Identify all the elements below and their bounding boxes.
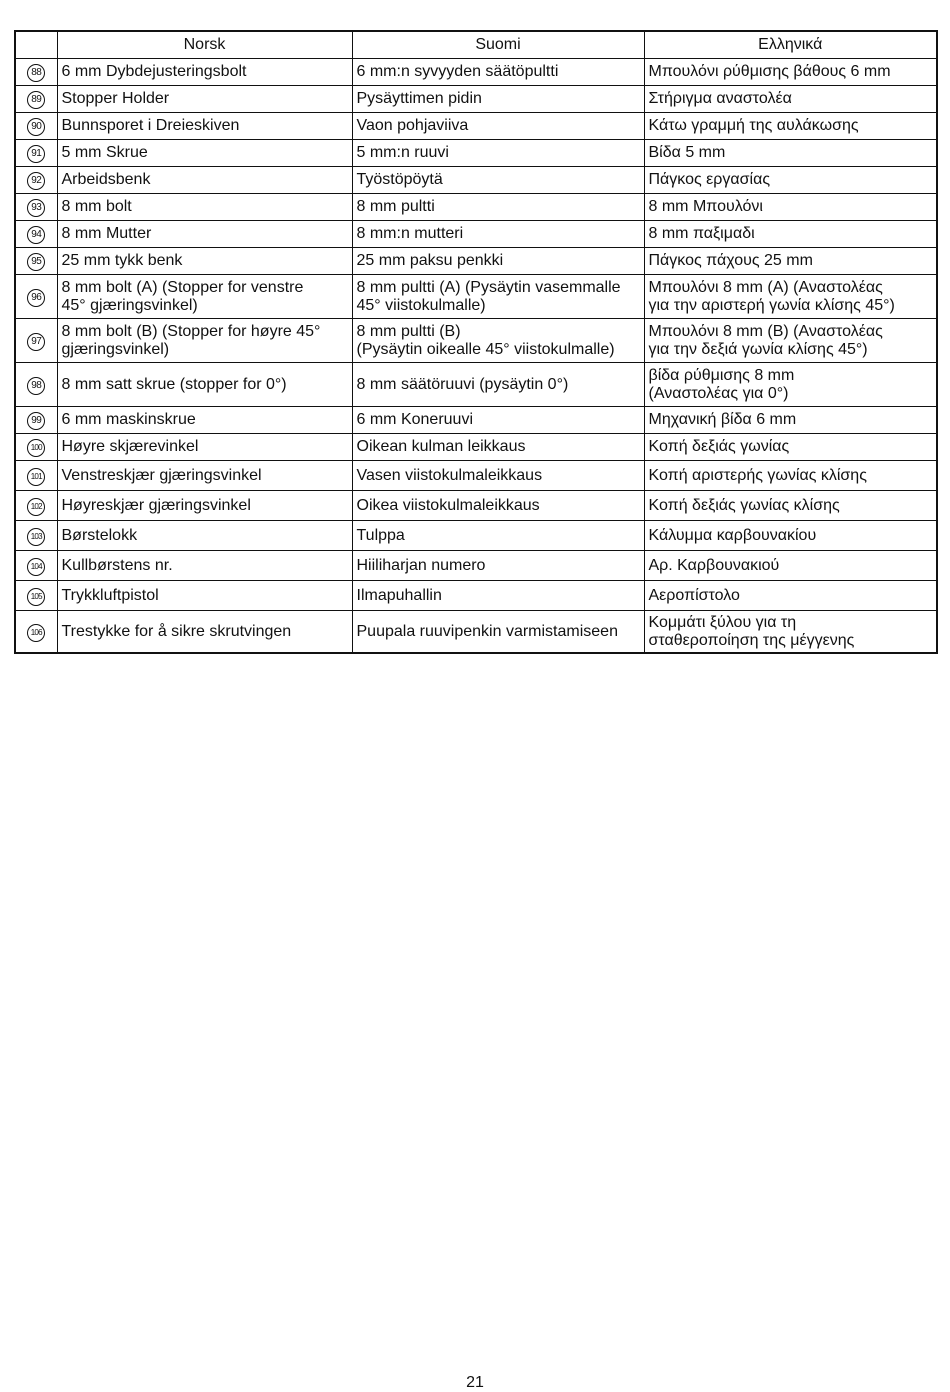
item-number-cell [15,319,57,363]
item-number: 97 [27,333,45,351]
suomi-cell: Hiiliharjan numero [352,551,644,581]
suomi-cell: 8 mm:n mutteri [352,221,644,248]
table-row [15,167,937,194]
norsk-cell: 5 mm Skrue [57,140,352,167]
item-number: 91 [27,145,45,163]
item-number-cell [15,113,57,140]
item-number: 92 [27,172,45,190]
table-row [15,521,937,551]
table-row [15,113,937,140]
item-number: 95 [27,253,45,271]
table-row [15,140,937,167]
item-number: 99 [27,412,45,430]
item-number: 104 [27,558,45,576]
ellinika-cell: Αεροπίστολο [644,581,937,611]
ellinika-cell: Μπουλόνι 8 mm (B) (Αναστολέας για την δεξιά γωνία κλίσης 45°) [644,319,937,363]
item-number: 106 [27,624,45,642]
table-row [15,491,937,521]
suomi-cell: 5 mm:n ruuvi [352,140,644,167]
norsk-cell: 6 mm Dybdejusteringsbolt [57,59,352,86]
item-number-cell [15,434,57,461]
item-number-cell [15,275,57,319]
item-number-cell [15,59,57,86]
item-number: 101 [27,468,45,486]
ellinika-cell: Βίδα 5 mm [644,140,937,167]
item-number: 103 [27,528,45,546]
table-row [15,86,937,113]
norsk-cell: Arbeidsbenk [57,167,352,194]
header-suomi: Suomi [352,31,644,59]
item-number: 96 [27,289,45,307]
suomi-cell: 8 mm pultti (A) (Pysäytin vasemmalle 45° viistokulmalle) [352,275,644,319]
table-row [15,248,937,275]
ellinika-cell: Κοπή δεξιάς γωνίας κλίσης [644,491,937,521]
norsk-cell: Børstelokk [57,521,352,551]
item-number-cell [15,611,57,654]
item-number: 93 [27,199,45,217]
ellinika-cell: Κομμάτι ξύλου για τη σταθεροποίηση της μέγγενης [644,611,937,654]
norsk-cell: Trestykke for å sikre skrutvingen [57,611,352,654]
table-row [15,275,937,319]
suomi-cell: Ilmapuhallin [352,581,644,611]
suomi-cell: Pysäyttimen pidin [352,86,644,113]
ellinika-cell: Κοπή αριστερής γωνίας κλίσης [644,461,937,491]
item-number: 98 [27,377,45,395]
page-number: 21 [466,1374,484,1391]
item-number-cell [15,461,57,491]
ellinika-cell: 8 mm παξιμαδι [644,221,937,248]
table-header-row [15,31,937,59]
suomi-cell: Vaon pohjaviiva [352,113,644,140]
ellinika-cell: βίδα ρύθμισης 8 mm (Αναστολέας για 0°) [644,363,937,407]
suomi-cell: Tulppa [352,521,644,551]
suomi-cell: Oikea viistokulmaleikkaus [352,491,644,521]
norsk-cell: Bunnsporet i Dreieskiven [57,113,352,140]
item-number: 90 [27,118,45,136]
ellinika-cell: Αρ. Καρβουνακιού [644,551,937,581]
ellinika-cell: Στήριγμα αναστολέα [644,86,937,113]
parts-translation-table [14,30,938,654]
item-number-cell [15,407,57,434]
table-row [15,59,937,86]
table-row [15,611,937,654]
suomi-cell: Puupala ruuvipenkin varmistamiseen [352,611,644,654]
table-row [15,461,937,491]
ellinika-cell: Μπουλόνι ρύθμισης βάθους 6 mm [644,59,937,86]
item-number-cell [15,86,57,113]
norsk-cell: Trykkluftpistol [57,581,352,611]
ellinika-cell: Κοπή δεξιάς γωνίας [644,434,937,461]
table-row [15,434,937,461]
item-number: 102 [27,498,45,516]
norsk-cell: 8 mm bolt (A) (Stopper for venstre 45° gjæringsvinkel) [57,275,352,319]
item-number: 100 [27,439,45,457]
table-row [15,581,937,611]
table-row [15,194,937,221]
item-number-cell [15,551,57,581]
header-number [15,31,57,59]
suomi-cell: Työstöpöytä [352,167,644,194]
table-row [15,363,937,407]
item-number-cell [15,221,57,248]
suomi-cell: 8 mm pultti [352,194,644,221]
norsk-cell: Kullbørstens nr. [57,551,352,581]
norsk-cell: 25 mm tykk benk [57,248,352,275]
suomi-cell: 8 mm pultti (B) (Pysäytin oikealle 45° viistokulmalle) [352,319,644,363]
suomi-cell: Oikean kulman leikkaus [352,434,644,461]
item-number-cell [15,167,57,194]
item-number-cell [15,363,57,407]
suomi-cell: 25 mm paksu penkki [352,248,644,275]
norsk-cell: 8 mm bolt (B) (Stopper for høyre 45° gjæringsvinkel) [57,319,352,363]
item-number: 89 [27,91,45,109]
ellinika-cell: Κάτω γραμμή της αυλάκωσης [644,113,937,140]
item-number-cell [15,248,57,275]
norsk-cell: 8 mm satt skrue (stopper for 0°) [57,363,352,407]
suomi-cell: 8 mm säätöruuvi (pysäytin 0°) [352,363,644,407]
item-number-cell [15,491,57,521]
norsk-cell: Høyre skjærevinkel [57,434,352,461]
suomi-cell: 6 mm Koneruuvi [352,407,644,434]
table-row [15,221,937,248]
item-number: 94 [27,226,45,244]
norsk-cell: Stopper Holder [57,86,352,113]
suomi-cell: Vasen viistokulmaleikkaus [352,461,644,491]
parts-table-container [14,30,938,654]
norsk-cell: Høyreskjær gjæringsvinkel [57,491,352,521]
header-ellinika: Ελληνικά [644,31,937,59]
header-norsk: Norsk [57,31,352,59]
ellinika-cell: Κάλυμμα καρβουνακίου [644,521,937,551]
ellinika-cell: Μπουλόνι 8 mm (A) (Αναστολέας για την αριστερή γωνία κλίσης 45°) [644,275,937,319]
item-number-cell [15,521,57,551]
table-row [15,551,937,581]
item-number-cell [15,581,57,611]
item-number: 105 [27,588,45,606]
norsk-cell: 6 mm maskinskrue [57,407,352,434]
table-row [15,319,937,363]
item-number: 88 [27,64,45,82]
ellinika-cell: 8 mm Μπουλόνι [644,194,937,221]
ellinika-cell: Μηχανική βίδα 6 mm [644,407,937,434]
norsk-cell: 8 mm Mutter [57,221,352,248]
norsk-cell: Venstreskjær gjæringsvinkel [57,461,352,491]
item-number-cell [15,140,57,167]
suomi-cell: 6 mm:n syvyyden säätöpultti [352,59,644,86]
table-row [15,407,937,434]
norsk-cell: 8 mm bolt [57,194,352,221]
ellinika-cell: Πάγκος εργασίας [644,167,937,194]
item-number-cell [15,194,57,221]
ellinika-cell: Πάγκος πάχους 25 mm [644,248,937,275]
